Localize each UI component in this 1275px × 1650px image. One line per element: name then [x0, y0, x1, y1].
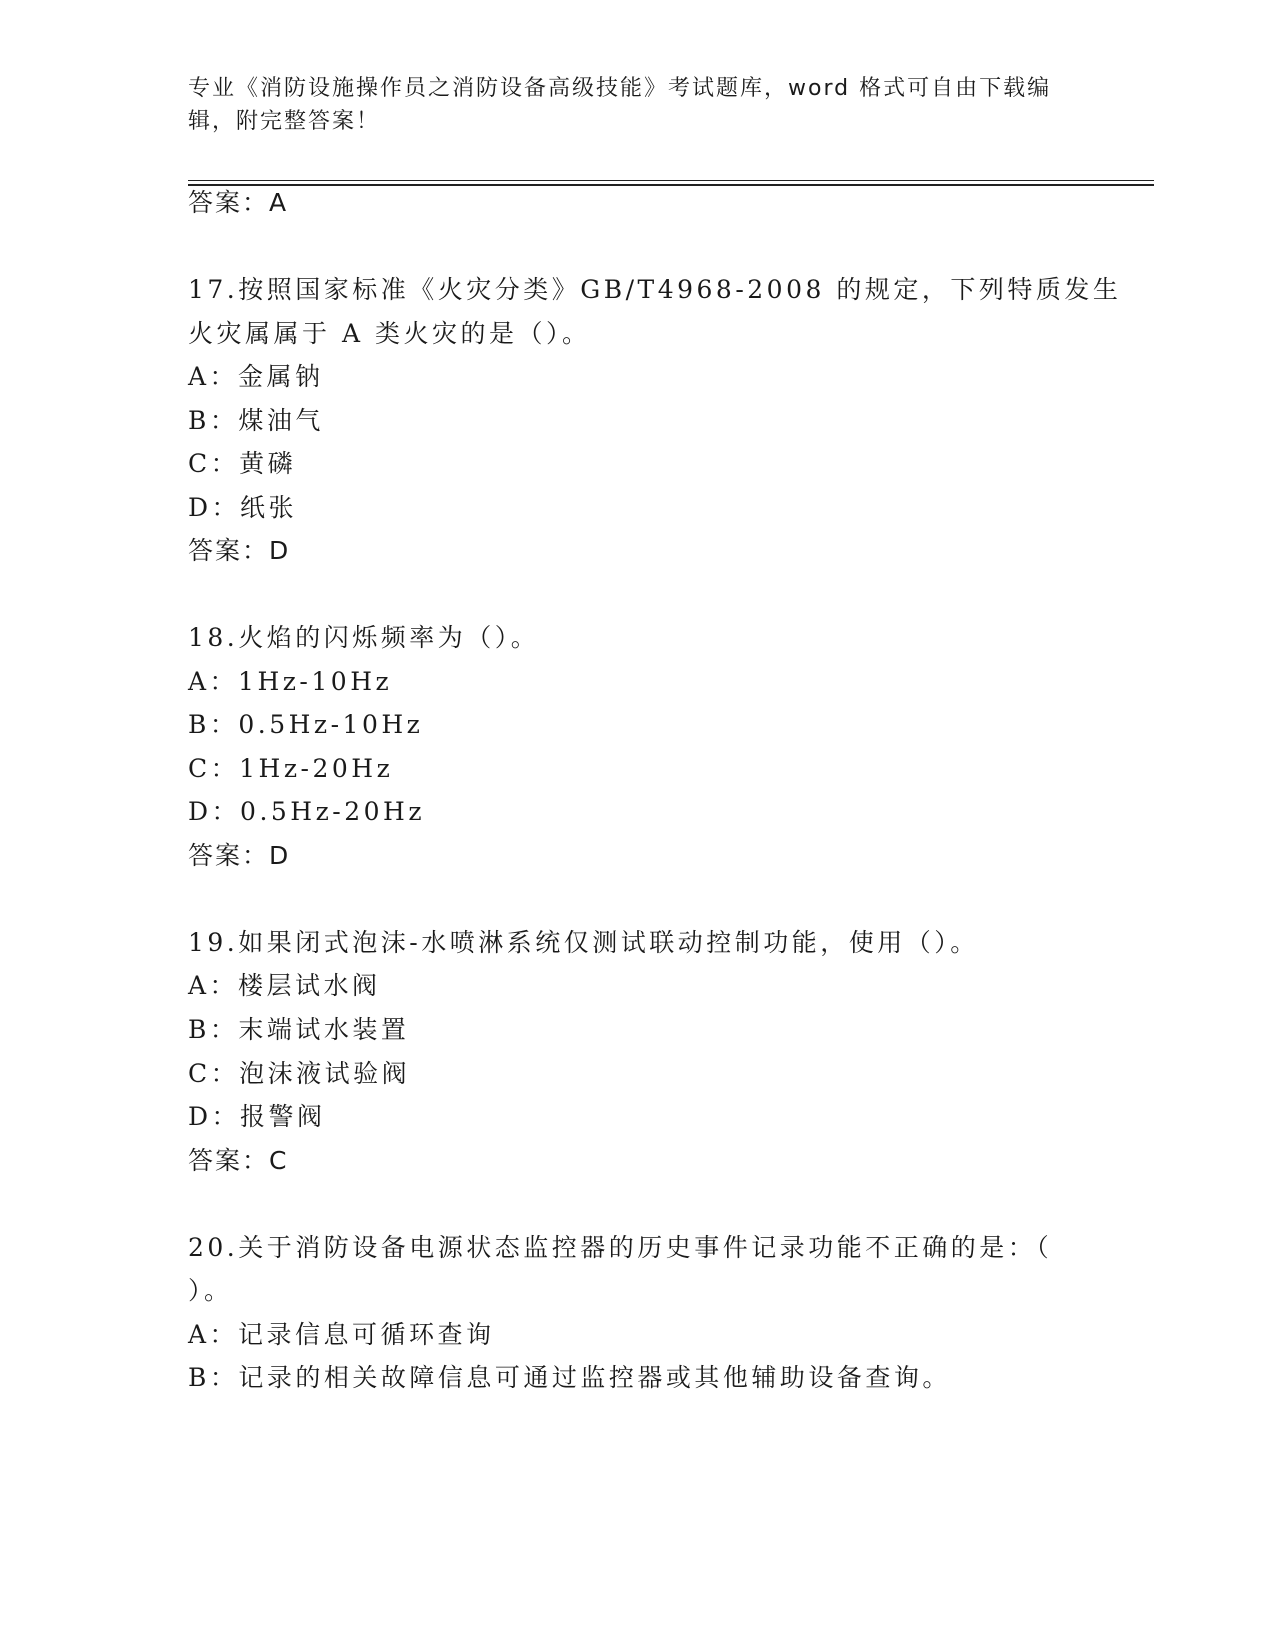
header-divider-thin: [188, 180, 1154, 181]
q20-stem-line1: 20.关于消防设备电源状态监控器的历史事件记录功能不正确的是：（: [188, 1233, 1053, 1262]
q17-option-c: C：黄磷: [188, 449, 297, 478]
q18-option-a: A：1Hz-10Hz: [188, 667, 393, 696]
q19-option-c: C：泡沫液试验阀: [188, 1059, 411, 1088]
q20-stem-line2: ）。: [188, 1276, 233, 1305]
q17-option-a: A：金属钠: [188, 362, 324, 391]
q19-option-d: D：报警阀: [188, 1102, 326, 1131]
q17-option-b: B：煤油气: [188, 406, 324, 435]
q18-answer: 答案：D: [188, 841, 291, 870]
q17-stem-line2: 火灾属属于 A 类火灾的是（）。: [188, 319, 591, 348]
q18-option-c: C：1Hz-20Hz: [188, 754, 394, 783]
document-header: 专业《消防设施操作员之消防设备高级技能》考试题库，word 格式可自由下载编辑，附完整答案！: [188, 76, 1052, 134]
q19-option-b: B：末端试水装置: [188, 1015, 410, 1044]
q20-option-b: B：记录的相关故障信息可通过监控器或其他辅助设备查询。: [188, 1363, 951, 1392]
q18-option-d: D：0.5Hz-20Hz: [188, 797, 426, 826]
q17-option-d: D：纸张: [188, 493, 298, 522]
q19-answer: 答案：C: [188, 1146, 289, 1175]
answer-16: 答案：A: [188, 188, 289, 217]
q18-stem-line1: 18.火焰的闪烁频率为（）。: [188, 623, 540, 652]
q20-option-a: A：记录信息可循环查询: [188, 1320, 495, 1349]
q17-stem-line1: 17.按照国家标准《火灾分类》GB/T4968-2008 的规定，下列特质发生: [188, 275, 1122, 304]
header-divider-thick: [188, 184, 1154, 186]
q19-option-a: A：楼层试水阀: [188, 971, 381, 1000]
q18-option-b: B：0.5Hz-10Hz: [188, 710, 424, 739]
q19-stem-line1: 19.如果闭式泡沫-水喷淋系统仅测试联动控制功能，使用（）。: [188, 928, 979, 957]
q17-answer: 答案：D: [188, 536, 291, 565]
